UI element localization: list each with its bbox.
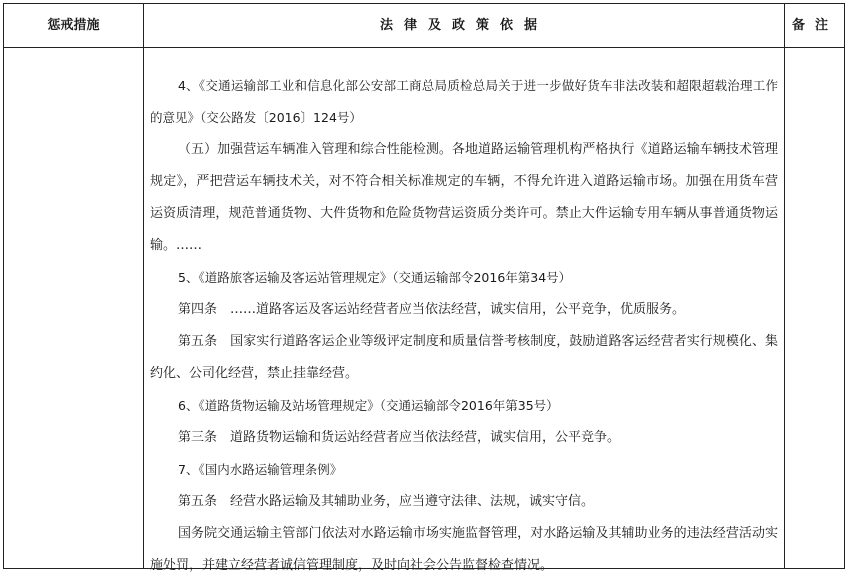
paragraph: 第五条 国家实行道路客运企业等级评定制度和质量信誉考核制度，鼓励道路客运经营者实行规模化、集约化、公司化经营，禁止挂靠经营。 (150, 334, 778, 381)
paragraph: （五）加强营运车辆准入管理和综合性能检测。各地道路运输管理机构严格执行《道路运输车辆技术管理规定》，严把营运车辆技术关，对不符合相关标准规定的车辆，不得允许进入道路运输市场。加强在用货车营运资质清理，规范普通货物、大件货物和危险货物营运资质分类许可。禁止大件运输专用车辆从事普通货物运输。…… (150, 142, 778, 253)
paragraph: 6、《道路货物运输及站场管理规定》（交通运输部令2016年第35号） (178, 398, 559, 413)
basis-cell (144, 48, 784, 573)
paragraph: 7、《国内水路运输管理条例》 (178, 462, 343, 477)
header-note: 备注 (791, 18, 838, 33)
paragraph: 5、《道路旅客运输及客运站管理规定》（交通运输部令2016年第34号） (178, 270, 572, 285)
paragraph: 第三条 道路货物运输和货运站经营者应当依法经营，诚实信用，公平竞争。 (178, 430, 621, 445)
note-cell (785, 48, 845, 568)
measure-cell (4, 48, 143, 568)
header-basis: 法律及政策依据 (379, 18, 548, 33)
regulation-table (3, 3, 845, 573)
paragraph: 国务院交通运输主管部门依法对水路运输市场实施监督管理，对水路运输及其辅助业务的违法经营活动实施处罚，并建立经营者诚信管理制度，及时向社会公告监督检查情况。 (150, 526, 778, 573)
paragraph: 第四条 ……道路客运及客运站经营者应当依法经营，诚实信用，公平竞争，优质服务。 (178, 302, 686, 317)
paragraph: 4、《交通运输部工业和信息化部公安部工商总局质检总局关于进一步做好货车非法改装和超限超载治理工作的意见》（交公路发〔2016〕124号） (150, 78, 778, 125)
paragraph: 第五条 经营水路运输及其辅助业务，应当遵守法律、法规，诚实守信。 (178, 494, 595, 509)
header-measure: 惩戒措施 (47, 18, 100, 33)
